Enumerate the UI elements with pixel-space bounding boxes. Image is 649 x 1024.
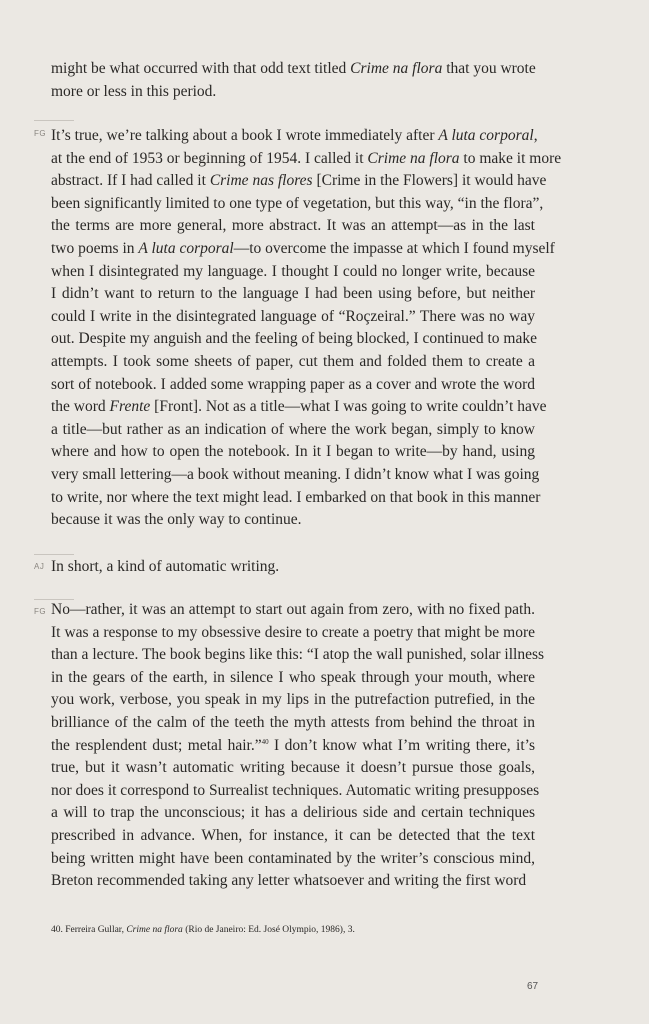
italic-title: A luta corporal [438,127,534,144]
text-segment: out. Despite my anguish and the feeling of being blocked, I continued to make [51,330,537,348]
text-line [51,870,535,893]
text-segment: —to overcome the impasse at which I found myself [233,239,555,257]
footnote-author: Ferreira Gullar, [62,925,127,935]
footnote-number: 40. [51,925,63,935]
text-line [51,780,540,803]
text-line [51,125,538,148]
text-segment: more or less in this period. [51,82,217,100]
text-segment: a title—but rather as an indication of where the work began, simply to know [51,420,535,438]
text-segment: when I disintegrated my language. I thought I could no longer write, because [51,262,535,280]
text-segment: prescribed in advance. When, for instance, it can be detected that the text [51,826,535,844]
text-line [51,599,535,622]
speaker-label-fg: FG [34,607,47,616]
italic-title: Crime na flora [367,149,460,167]
footnote-title: Crime na flora [126,925,183,935]
text-segment: two poems in [51,239,139,257]
text-segment: a will to trap the unconscious; it has a delirious side and certain techniques [51,804,535,822]
text-segment: very small lettering—a book without meaning. I didn’t know what I was going [51,465,540,483]
text-line [51,712,535,735]
text-line [51,689,535,712]
text-line [51,757,535,780]
italic-title: Crime nas flores [209,172,313,190]
text-line [51,306,535,329]
text-segment: being written might have been contaminated by the writer’s conscious mind, [51,849,535,867]
text-line [51,148,562,171]
text-line [51,328,535,351]
text-segment: I didn’t want to return to the language I had been using before, but neither [51,285,535,303]
text-line [51,848,535,871]
text-segment: the terms are more general, more abstract. It was an attempt—as in the last [51,217,535,235]
text-segment: true, but it wasn’t automatic writing because it doesn’t pursue those goals, [51,759,535,777]
text-line [51,419,535,442]
text-segment: attempts. I took some sheets of paper, cut them and folded them to create a [51,352,535,370]
text-segment: abstract. If I had called it [51,172,210,190]
italic-title: Crime na flora [350,60,443,77]
text-segment: the resplendent dust; metal hair.” [51,736,262,754]
text-line [51,170,547,193]
speaker-label-fg: FG [34,129,47,138]
text-segment: Breton recommended taking any letter whatsoever and writing the first word [51,872,527,890]
text-segment: nor does it correspond to Surrealist techniques. Automatic writing presupposes [51,781,540,799]
text-segment: the word [51,398,110,416]
text-line [51,215,535,238]
text-segment: might be what occurred with that odd text titled [51,60,351,77]
text-segment: I don’t know what I’m writing there, it’s [268,736,535,754]
text-line [51,667,535,690]
text-segment: in the gears of the earth, in silence I who speak through your mouth, where [51,668,535,686]
text-line [51,464,540,487]
text-line [51,396,547,419]
text-segment: where and how to open the notebook. In it I began to write—by hand, using [51,443,535,461]
text-segment: , [533,127,538,144]
italic-title: Frente [109,398,151,416]
footnote [51,923,551,937]
text-line [51,193,544,216]
text-line [51,238,555,261]
text-segment: to make it more [459,149,562,167]
text-line [51,441,535,464]
text-line [51,374,535,397]
text-segment: could I write in the disintegrated language of “Roçzeiral.” There was no way [51,307,535,325]
question-paragraph-2 [51,556,535,579]
footnote-reference: 40 [261,737,269,746]
text-line [51,825,535,848]
answer-paragraph-1 [51,125,562,532]
footnote-publication: (Rio de Janeiro: Ed. José Olympio, 1986), 3. [182,925,355,935]
text-segment: because it was the only way to continue. [51,511,302,529]
text-line [51,283,535,306]
text-line [51,735,535,758]
text-line [51,556,535,579]
text-segment: In short, a kind of automatic writing. [51,558,280,575]
text-segment: sort of notebook. I added some wrapping paper as a cover and wrote the word [51,375,535,393]
page-number: 67 [527,981,539,992]
text-segment: you work, verbose, you speak in my lips in the putrefaction putrefied, in the [51,691,535,709]
speaker-rule [34,120,74,121]
answer-paragraph-2 [51,599,545,893]
text-segment: It was a response to my obsessive desire to create a poetry that might be more [51,623,535,641]
text-segment: It’s true, we’re talking about a book I wrote immediately after [51,127,439,144]
text-segment: at the end of 1953 or beginning of 1954. I called it [51,149,368,167]
text-segment: No—rather, it was an attempt to start out again from zero, with no fixed path. [51,601,535,618]
text-line [51,351,535,374]
text-segment: than a lecture. The book begins like this: “I atop the wall punished, solar illness [51,646,545,664]
speaker-rule [34,554,74,555]
text-segment: that you wrote [442,60,536,77]
italic-title: A luta corporal [138,239,234,257]
text-line [51,81,535,104]
text-line [51,644,545,667]
text-segment: brilliance of the calm of the teeth the myth attests from behind the throat in [51,713,535,731]
text-line [51,58,535,81]
speaker-label-aj: AJ [34,562,45,571]
text-line [51,487,541,510]
text-segment: to write, nor where the text might lead. I embarked on that book in this manner [51,488,541,506]
text-line [51,261,535,284]
text-line [51,622,535,645]
text-segment: [Crime in the Flowers] it would have [312,172,547,190]
text-line [51,802,535,825]
intro-paragraph [51,58,535,103]
text-line [51,509,535,532]
text-segment: [Front]. Not as a title—what I was going to write couldn’t have [150,398,547,416]
text-segment: been significantly limited to one type of vegetation, but this way, “in the flora”, [51,194,544,212]
